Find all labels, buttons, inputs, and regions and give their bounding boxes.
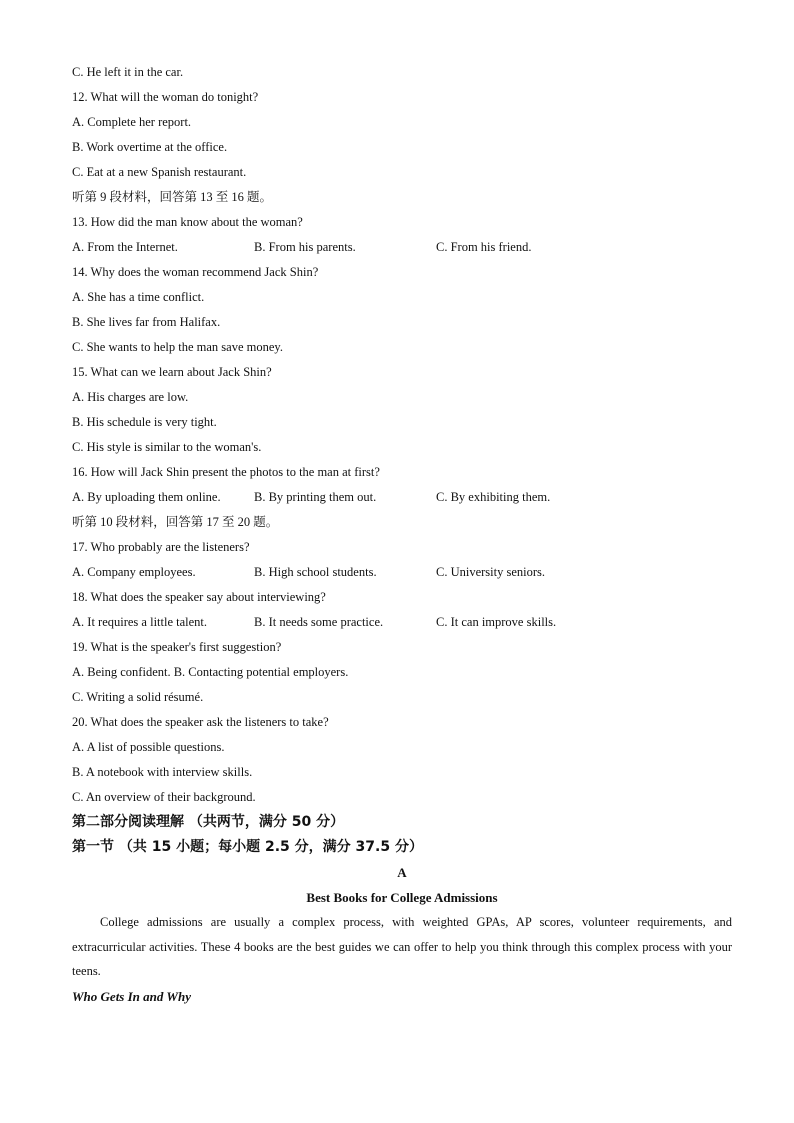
section1-heading: 第一节 （共 15 小题；每小题 2.5 分，满分 37.5 分） xyxy=(72,839,423,855)
q14-option-a: A. She has a time conflict. xyxy=(72,290,205,304)
q20-option-b: B. A notebook with interview skills. xyxy=(72,765,253,779)
q16-options xyxy=(72,485,732,510)
document-page xyxy=(72,60,732,1009)
q16-option-c: C. By exhibiting them. xyxy=(436,490,551,504)
passage-paragraph: College admissions are usually a complex process, with weighted GPAs, AP scores, volunteer requirements, and extracurricular activities. These 4 books are the best guides we can offer to help you think through this complex process with your teens. xyxy=(72,915,732,978)
q13-option-b: B. From his parents. xyxy=(254,240,356,254)
q15-option-a: A. His charges are low. xyxy=(72,390,189,404)
q13-option-a: A. From the Internet. xyxy=(72,240,178,254)
q15-question: 15. What can we learn about Jack Shin? xyxy=(72,365,272,379)
q19-option-c: C. Writing a solid résumé. xyxy=(72,690,204,704)
q16-option-a: A. By uploading them online. xyxy=(72,490,221,504)
q18-option-a: A. It requires a little talent. xyxy=(72,615,208,629)
q20-option-a: A. A list of possible questions. xyxy=(72,740,225,754)
part2-heading: 第二部分阅读理解 （共两节，满分 50 分） xyxy=(72,814,345,830)
q14-option-c: C. She wants to help the man save money. xyxy=(72,340,283,354)
q19-question: 19. What is the speaker's first suggestion? xyxy=(72,640,282,654)
book-subheading: Who Gets In and Why xyxy=(72,988,191,1004)
q13-options xyxy=(72,235,732,260)
q15-option-c: C. His style is similar to the woman's. xyxy=(72,440,262,454)
q12-option-c: C. Eat at a new Spanish restaurant. xyxy=(72,165,247,179)
q18-option-b: B. It needs some practice. xyxy=(254,615,384,629)
q20-option-c: C. An overview of their background. xyxy=(72,790,256,804)
q11-option-c: C. He left it in the car. xyxy=(72,65,184,79)
section-9-instruction: 听第 9 段材料，回答第 13 至 16 题。 xyxy=(72,190,273,204)
section-10-instruction: 听第 10 段材料，回答第 17 至 20 题。 xyxy=(72,515,279,529)
q18-option-c: C. It can improve skills. xyxy=(436,615,557,629)
q12-option-a: A. Complete her report. xyxy=(72,115,192,129)
q13-question: 13. How did the man know about the woman? xyxy=(72,215,303,229)
q17-question: 17. Who probably are the listeners? xyxy=(72,540,250,554)
passage-label: A xyxy=(397,865,407,880)
q17-option-a: A. Company employees. xyxy=(72,565,196,579)
q18-question: 18. What does the speaker say about interviewing? xyxy=(72,590,326,604)
q17-options xyxy=(72,560,732,585)
q15-option-b: B. His schedule is very tight. xyxy=(72,415,217,429)
q14-option-b: B. She lives far from Halifax. xyxy=(72,315,221,329)
q13-option-c: C. From his friend. xyxy=(436,240,532,254)
q17-option-c: C. University seniors. xyxy=(436,565,546,579)
q18-options xyxy=(72,610,732,635)
q16-option-b: B. By printing them out. xyxy=(254,490,377,504)
q17-option-b: B. High school students. xyxy=(254,565,377,579)
q12-option-b: B. Work overtime at the office. xyxy=(72,140,228,154)
passage-title: Best Books for College Admissions xyxy=(306,890,498,905)
q16-question: 16. How will Jack Shin present the photos to the man at first? xyxy=(72,465,380,479)
q20-question: 20. What does the speaker ask the listeners to take? xyxy=(72,715,329,729)
q19-options-ab: A. Being confident. B. Contacting potential employers. xyxy=(72,665,349,679)
q14-question: 14. Why does the woman recommend Jack Shin? xyxy=(72,265,319,279)
q12-question: 12. What will the woman do tonight? xyxy=(72,90,259,104)
